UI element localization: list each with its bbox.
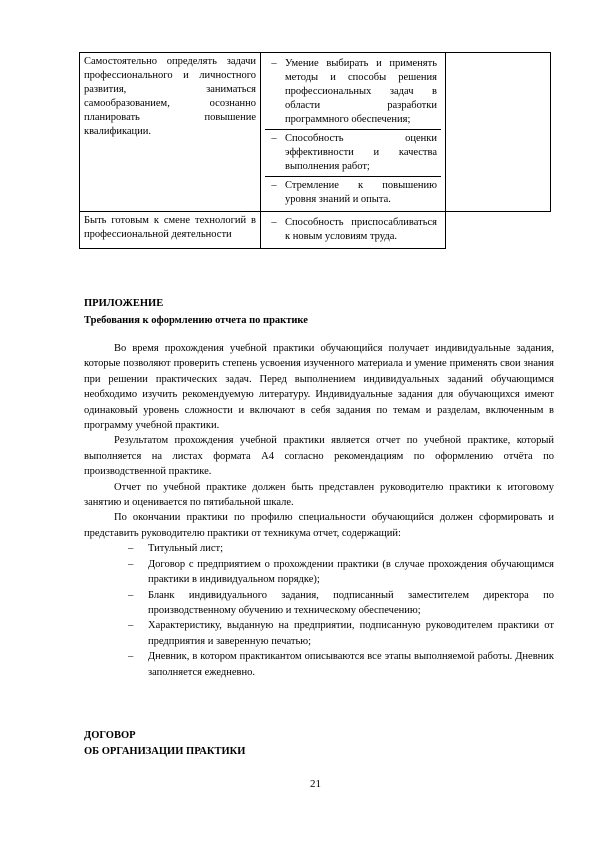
- list-item: – Умение выбирать и применять методы и способы решения профессиональных задач в области разработки программного обеспечения;: [265, 55, 441, 130]
- list-item: – Договор с предприятием о прохождении практики (в случае прохождения обучающимся практики в индивидуальном порядке);: [128, 557, 554, 588]
- list-item: – Дневник, в котором практикантом описываются все этапы выполняемой работы. Дневник заполняется ежедневно.: [128, 649, 554, 680]
- dash-bullet: –: [128, 651, 134, 663]
- list-item: – Способность приспосабливаться к новым условиям труда.: [265, 214, 441, 246]
- dash-bullet: –: [128, 543, 134, 555]
- appendix-body: [84, 341, 554, 680]
- paragraph: По окончании практики по профилю специальности обучающийся должен сформировать и представить руководителю практики от техникума отчет, содержащий:: [84, 512, 554, 539]
- table-row: [80, 212, 551, 249]
- paragraph: Во время прохождения учебной практики обучающийся получает индивидуальные задания, которые позволяют проверить степень усвоения изученного материала и умение применять свои знания при решении практических задач. Перед выполнением индивидуальных заданий обучающимся необходимо изучить рекомендуемую литературу. Индивидуальные задания для обучающихся имеют одинаковый уровень сложности и включают в себя задания по темам и разделам, включенным в программу учебной практики.: [84, 343, 554, 432]
- appendix-subtitle: Требования к оформлению отчета по практике: [84, 315, 308, 326]
- list-item: – Способность оценки эффективности и качества выполнения работ;: [265, 130, 441, 177]
- table-row: [80, 53, 551, 212]
- list-item: – Стремление к повышению уровня знаний и опыта.: [265, 177, 441, 209]
- dash-bullet: –: [271, 217, 277, 228]
- page-number: 21: [310, 778, 321, 790]
- contract-subtitle: ОБ ОРГАНИЗАЦИИ ПРАКТИКИ: [84, 746, 246, 757]
- dash-bullet: –: [128, 620, 134, 632]
- dash-bullet: –: [128, 589, 134, 601]
- assessment-cell: [446, 212, 551, 249]
- appendix-title: ПРИЛОЖЕНИЕ: [84, 298, 164, 309]
- dash-bullet: –: [128, 558, 134, 570]
- report-contents-list: [84, 541, 554, 680]
- indicator-list: [265, 214, 441, 246]
- dash-bullet: –: [271, 180, 277, 191]
- dash-bullet: –: [271, 133, 277, 144]
- indicators-cell: [261, 53, 446, 212]
- competency-cell: Самостоятельно определять задачи профессионального и личностного развития, заниматься самообразованием, осознанно планировать повышение квалификации.: [80, 53, 261, 212]
- paragraph: Результатом прохождения учебной практики является отчет по учебной практике, который выполняется на листах формата А4 согласно рекомендациям по оформлению отчёта по производственной практике.: [84, 435, 554, 478]
- list-item: – Титульный лист;: [128, 541, 554, 556]
- paragraph: Отчет по учебной практике должен быть представлен руководителю практики к итоговому занятию и оценивается по пятибальной шкале.: [84, 481, 554, 509]
- contract-title: ДОГОВОР: [84, 730, 136, 741]
- competency-cell: Быть готовым к смене технологий в профессиональной деятельности: [80, 212, 261, 249]
- list-item: – Бланк индивидуального задания, подписанный заместителем директора по производственному обучению и техническому обеспечению;: [128, 588, 554, 619]
- indicators-cell: [261, 212, 446, 249]
- indicator-list: [265, 55, 441, 209]
- list-item: – Характеристику, выданную на предприятии, подписанную руководителем практики от предприятия и заверенную печатью;: [128, 618, 554, 649]
- assessment-cell: [446, 53, 551, 212]
- competency-table: [79, 52, 551, 249]
- dash-bullet: –: [271, 58, 277, 69]
